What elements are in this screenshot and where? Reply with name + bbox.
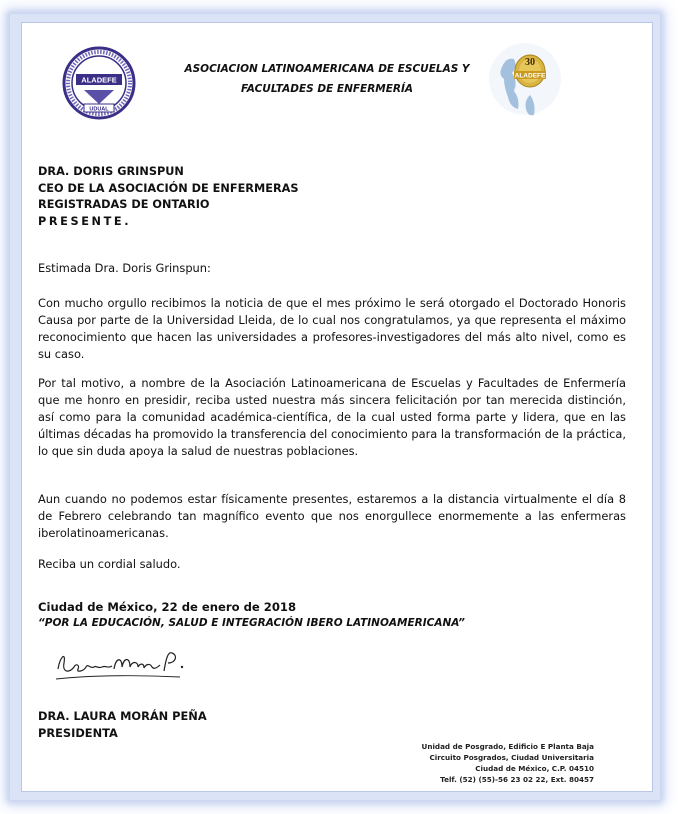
addressee-organization: REGISTRADAS DE ONTARIO <box>38 198 210 211</box>
addressee-block <box>38 164 626 230</box>
paragraph-3: Aun cuando no podemos estar físicamente presentes, estaremos a la distancia virtualmente el día 8 de Febrero celebrando tan magnífico evento que nos enorgullece enormemente a las enfermeras iberolatinoamericanas. <box>38 492 626 540</box>
anniversary-medal-logo <box>484 37 566 125</box>
place-date: Ciudad de México, 22 de enero de 2018 <box>38 600 297 614</box>
organization-title-line1: ASOCIACION LATINOAMERICANA DE ESCUELAS Y <box>184 63 470 75</box>
organization-title-line2: FACULTADES DE ENFERMERÍA <box>240 83 414 95</box>
seal-text: ALADEFE <box>81 75 117 85</box>
greeting: Estimada Dra. Doris Grinspun: <box>38 261 211 275</box>
paragraph-2: Por tal motivo, a nombre de la Asociación Latinoamericana de Escuelas y Facultades de Enfermería que me honro en presidir, reciba usted nuestra más sincera felicitación por tan merecida distinción, así como para la comunidad académica-científica, de la cual usted forma parte y lidera, que en las últimas décadas ha promovido la transferencia del conocimiento para la transformación de la práctica, lo que sin duda apoya la salud de nuestras poblaciones. <box>38 376 626 458</box>
addressee-name: DRA. DORIS GRINSPUN <box>38 165 184 178</box>
motto: “POR LA EDUCACIÓN, SALUD E INTEGRACIÓN IBERO LATINOAMERICANA” <box>38 617 465 629</box>
closing: Reciba un cordial saludo. <box>38 557 181 571</box>
footer-line2: Circuito Posgrados, Ciudad Universitaria <box>429 753 594 762</box>
signer-name: DRA. LAURA MORÁN PEÑA <box>38 709 207 723</box>
footer-address <box>422 741 594 785</box>
aladefe-seal-logo <box>62 46 136 120</box>
footer-line1: Unidad de Posgrado, Edificio E Planta Baja <box>421 742 594 751</box>
medal-number: 30 <box>525 57 535 68</box>
addressee-presente: PRESENTE. <box>38 214 132 228</box>
seal-subtext: UDUAL <box>89 106 109 113</box>
organization-title <box>177 59 477 99</box>
letter-page <box>21 22 653 792</box>
addressee-position: CEO DE LA ASOCIACIÓN DE ENFERMERAS <box>38 181 299 195</box>
footer-line3: Ciudad de México, C.P. 04510 <box>475 764 594 773</box>
signer-block <box>38 708 626 741</box>
paragraph-1: Con mucho orgullo recibimos la noticia de que el mes próximo le será otorgado el Doctorado Honoris Causa por parte de la Universidad Lleida, de lo cual nos congratulamos, ya que representa el máximo reconocimiento que hacen las universidades a profesores-investigadores del más alto nivel, como es su caso. <box>38 296 626 361</box>
signer-title: PRESIDENTA <box>38 725 118 740</box>
footer-line4: Telf. (52) (55)-56 23 02 22, Ext. 80457 <box>440 775 594 784</box>
medal-text: ALADEFE <box>514 72 546 80</box>
signature-image <box>52 639 192 683</box>
